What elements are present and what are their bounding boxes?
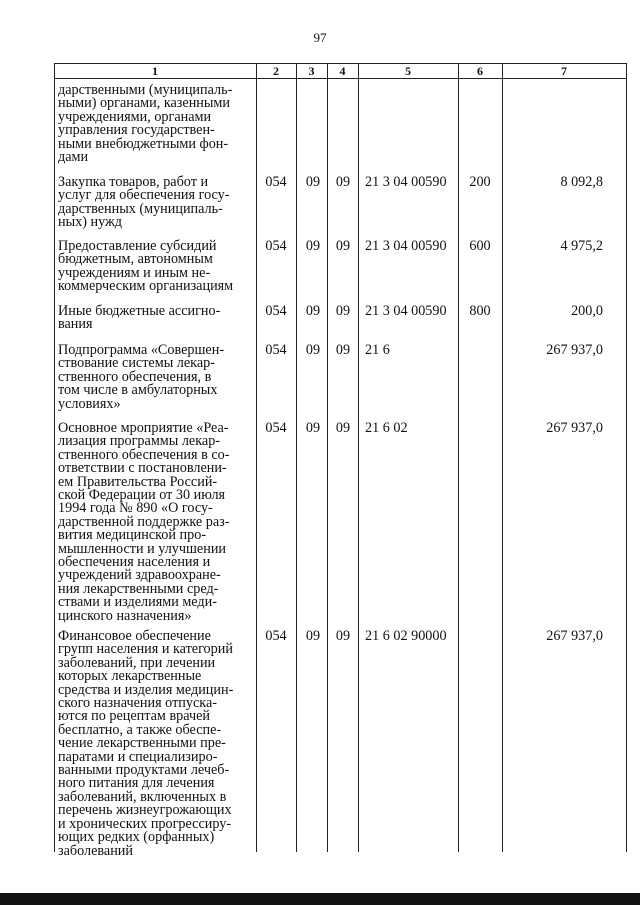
header-bottom-border	[54, 78, 626, 79]
cell-expense-type: 200	[469, 174, 491, 190]
row-description: Основное мроприятие «Реа- лизация программы лекар- ственного обеспечения в со- ответствии с постановлени- ем Правительства Россий- ской Федерации от 30 июля 1994 года № 890 «О госу- дарственной поддержке раз- вития медицинской про- мышленности и улучшении обеспечения населения и учреждений здравоохране- ния лекарственными сред- ствами и изделиями меди- цинского назначения»	[58, 420, 230, 624]
cell-expense-type: 600	[469, 238, 491, 254]
cell-target-code: 21 6	[365, 342, 390, 358]
cell-target-code: 21 6 02	[365, 420, 408, 436]
cell-subsection-code: 09	[335, 238, 351, 254]
cell-section-code: 09	[305, 303, 321, 319]
cell-amount: 200,0	[571, 303, 603, 319]
column-header-2: 2	[273, 64, 279, 78]
cell-amount: 4 975,2	[560, 238, 603, 254]
row-description: Финансовое обеспечение групп населения и категорий заболеваний, при лечении которых лекарственные средства и изделия медицин- ского назначения отпуска- ются по рецептам врачей бесплатно, а также обеспе- чение лекарственными пре- паратами и специализиро- ванными продуктами лечеб- ного питания для лечения заболеваний, включенных в перечень жизнеугрожающих и хронических прогрессиру- ющих редких (орфанных) заболеваний	[58, 628, 234, 859]
column-divider	[296, 63, 297, 852]
column-header-6: 6	[477, 64, 483, 78]
cell-subsection-code: 09	[335, 303, 351, 319]
column-header-4: 4	[339, 64, 346, 78]
cell-amount: 267 937,0	[546, 342, 603, 358]
column-divider	[327, 63, 328, 852]
column-divider	[502, 63, 503, 852]
cell-ministry-code: 054	[265, 420, 287, 436]
column-header-7: 7	[561, 64, 567, 78]
column-header-5: 5	[405, 64, 411, 78]
cell-section-code: 09	[305, 420, 321, 436]
page-number: 97	[313, 30, 327, 45]
cell-ministry-code: 054	[265, 238, 287, 254]
cell-target-code: 21 6 02 90000	[365, 628, 447, 644]
cell-subsection-code: 09	[335, 420, 351, 436]
row-description: Предоставление субсидий бюджетным, автономным учреждениям и иным не- коммерческим организациям	[58, 238, 234, 295]
cell-ministry-code: 054	[265, 628, 287, 644]
cell-amount: 267 937,0	[546, 420, 603, 436]
column-divider	[358, 63, 359, 852]
scan-edge-bar	[0, 893, 640, 905]
column-header-1: 1	[152, 64, 158, 78]
row-description: Подпрограмма «Совершен- ствование системы лекар- ственного обеспечения, в том числе в амбулаторных условиях»	[58, 342, 225, 412]
cell-ministry-code: 054	[265, 174, 287, 190]
cell-subsection-code: 09	[335, 174, 351, 190]
cell-target-code: 21 3 04 00590	[365, 174, 447, 190]
cell-amount: 8 092,8	[560, 174, 603, 190]
table-border-right	[626, 63, 627, 852]
row-description: Иные бюджетные ассигно- вания	[58, 303, 221, 333]
cell-ministry-code: 054	[265, 342, 287, 358]
cell-subsection-code: 09	[335, 628, 351, 644]
column-header-3: 3	[308, 64, 315, 78]
row-description: дарственными (муниципаль- ными) органами, казенными учреждениями, органами управления государствен- ными внебюджетными фон- дами	[58, 82, 233, 166]
row-description: Закупка товаров, работ и услуг для обеспечения госу- дарственных (муниципаль- ных) нужд	[58, 174, 230, 231]
cell-subsection-code: 09	[335, 342, 351, 358]
table-border-left	[54, 63, 55, 852]
cell-ministry-code: 054	[265, 303, 287, 319]
column-divider	[256, 63, 257, 852]
cell-section-code: 09	[305, 628, 321, 644]
cell-target-code: 21 3 04 00590	[365, 238, 447, 254]
cell-amount: 267 937,0	[546, 628, 603, 644]
cell-section-code: 09	[305, 342, 321, 358]
cell-expense-type: 800	[469, 303, 491, 319]
cell-section-code: 09	[305, 238, 321, 254]
cell-target-code: 21 3 04 00590	[365, 303, 447, 319]
cell-section-code: 09	[305, 174, 321, 190]
